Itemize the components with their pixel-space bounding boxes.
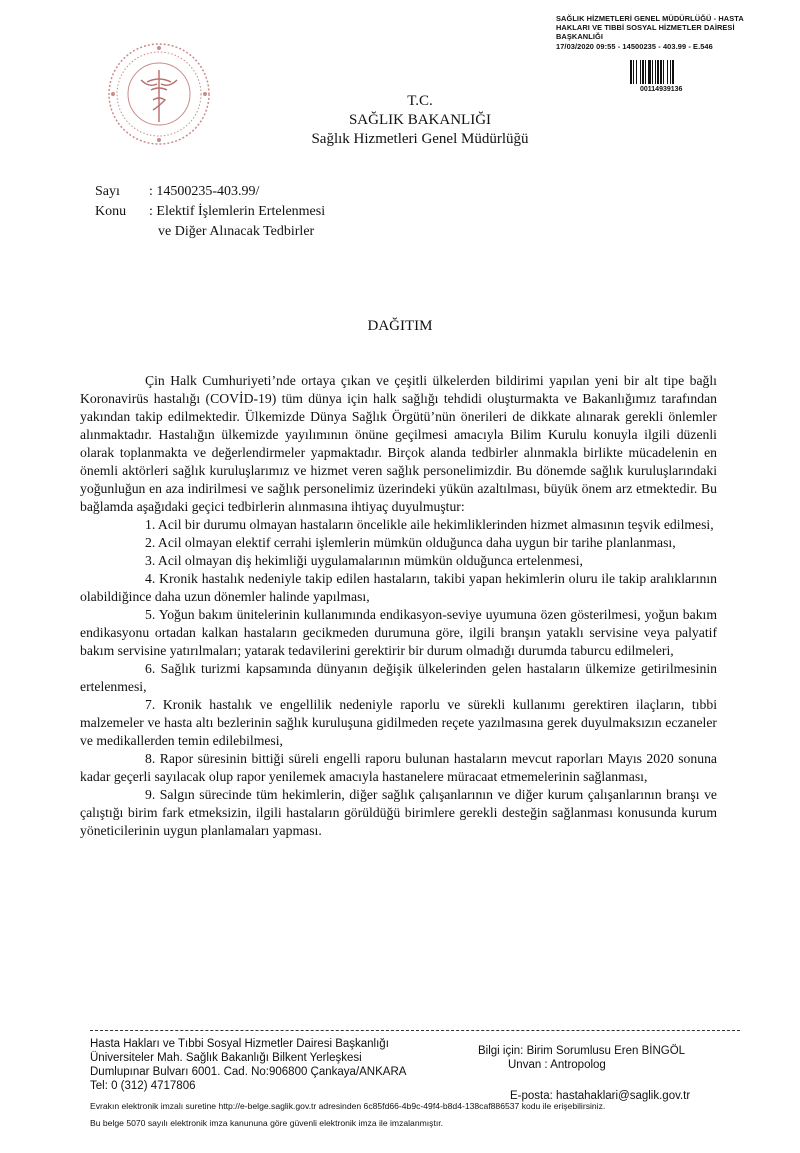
- letterhead-country: T.C.: [407, 93, 433, 109]
- footer-verification-note: Evrakın elektronik imzalı suretine http://e-belge.saglik.gov.tr adresinden 6c85fd66-4b9c-49f4-b8d4-138caf886537 kodu ile erişebilirsiniz.: [90, 1101, 606, 1111]
- barcode-number: 00114939136: [640, 86, 683, 93]
- barcode: [630, 60, 692, 84]
- barcode-bar: [674, 60, 675, 84]
- letterhead-directorate: Sağlık Hizmetleri Genel Müdürlüğü: [311, 131, 529, 147]
- konu-row: [95, 202, 325, 222]
- measure-item: 1. Acil bir durumu olmayan hastaların öncelikle aile hekimliklerinden hizmet almasının teşvik edilmesi,: [145, 517, 714, 532]
- konu-value-continued: ve Diğer Alınacak Tedbirler: [158, 224, 315, 239]
- stamp-line-3: BAŞKANLIĞI: [556, 32, 603, 42]
- footer-phone: Tel: 0 (312) 4717806: [90, 1080, 196, 1092]
- footer-divider: [90, 1030, 740, 1031]
- sayi-value: : 14500235-403.99/: [149, 184, 260, 199]
- footer-address: [90, 1037, 406, 1093]
- sayi-row: [95, 182, 325, 202]
- measure-item: 4. Kronik hastalık nedeniyle takip edilen hastaların, takibi yapan hekimlerin oluru ile takip aralıklarının olabildiğince daha uzun dönemler halinde yapılması,: [80, 571, 717, 604]
- stamp-line-1: SAĞLIK HİZMETLERİ GENEL MÜDÜRLÜĞÜ - HASTA: [556, 14, 744, 23]
- stamp-line-4: 17/03/2020 09:55 - 14500235 - 403.99 - E.546: [556, 41, 713, 51]
- footer-address-line: Dumlupınar Bulvarı 6001. Cad. No:906800 Çankaya/ANKARA: [90, 1066, 407, 1078]
- letter-body: [80, 372, 717, 840]
- sayi-label: Sayı: [95, 184, 120, 199]
- letterhead: [270, 92, 570, 149]
- measure-item: 5. Yoğun bakım ünitelerinin kullanımında endikasyon-seviye uyumuna özen gösterilmesi, yoğun bakım endikasyonu ortadan kalkan hastaların gecikmeden durumuna göre, ilgili branşın yataklı servisine veya palyatif bakım servisine yatırılmaları; yatarak tedavilerini gerektirir bir durum olmadığı durumda taburcu edilmeleri,: [80, 607, 717, 658]
- footer-address-line: Üniversiteler Mah. Sağlık Bakanlığı Bilkent Yerleşkesi: [90, 1052, 362, 1064]
- footer-department: Hasta Hakları ve Tıbbi Sosyal Hizmetler Dairesi Başkanlığı: [90, 1038, 389, 1050]
- measure-item: 6. Sağlık turizmi kapsamında dünyanın değişik ülkelerinden gelen hastaların ülkemize getirilmesinin ertelenmesi,: [80, 661, 717, 694]
- seal-graphic: [105, 40, 213, 148]
- footer-contact: [478, 1044, 685, 1072]
- footer-contact-title: Unvan : Antropolog: [508, 1059, 606, 1071]
- measure-item: 3. Acil olmayan diş hekimliği uygulamalarının mümkün olduğunca ertelenmesi,: [145, 553, 583, 568]
- footer-email[interactable]: E-posta: hastahaklari@saglik.gov.tr: [510, 1090, 691, 1102]
- konu-label: Konu: [95, 204, 127, 219]
- letterhead-ministry: SAĞLIK BAKANLIĞI: [348, 112, 492, 128]
- distribution-title: DAĞITIM: [367, 318, 433, 334]
- registry-stamp: [556, 14, 756, 51]
- measure-item: 8. Rapor süresinin bittiği süreli engelli raporu bulunan hastaların mevcut raporları Mayıs 2020 sonuna kadar geçerli sayılacak olup rapor yenilemek amacıyla hastanelere müracaat etmemelerinin sağlanması,: [80, 751, 717, 784]
- stamp-line-2: HAKLARI VE TIBBİ SOSYAL HİZMETLER DAİRESİ: [556, 23, 735, 33]
- document-meta: [95, 182, 325, 242]
- measure-item: 9. Salgın sürecinde tüm hekimlerin, diğer sağlık çalışanlarının ve diğer kurum çalışanlarının branşı ve çalıştığı birim fark etmeksizin, ilgili hastaların görüldüğü birimlere gerekli desteğin sağlanması konusunda kurum yöneticilerinin uygun planlamaları yapması.: [80, 787, 717, 838]
- footer-contact-person: Bilgi için: Birim Sorumlusu Eren BİNGÖL: [478, 1045, 686, 1057]
- konu-value: : Elektif İşlemlerin Ertelenmesi: [149, 204, 326, 219]
- measure-item: 7. Kronik hastalık ve engellilik nedeniyle raporlu ve sürekli kullanımı gerektiren ilaçların, tıbbi malzemeler ve hasta altı bezlerinin sağlık kuruluşuna gidilmeden reçete yazılmasına gerek duyulmaksızın eczaneler ve medikallerden temin edilebilmesi,: [80, 697, 717, 748]
- measure-item: 2. Acil olmayan elektif cerrahi işlemlerin mümkün olduğunca daha uygun bir tarihe planlanması,: [145, 535, 676, 550]
- footer-signature-note: Bu belge 5070 sayılı elektronik imza kanununa göre güvenli elektronik imza ile imzalanmıştır.: [90, 1118, 444, 1128]
- intro-paragraph: Çin Halk Cumhuriyeti’nde ortaya çıkan ve çeşitli ülkelerden bildirimi yapılan yeni bir alt tipe bağlı Koronavirüs hastalığı (COVİD-19) tüm dünya için halk sağlığı tehdidi oluşturmakta ve Bakanlığımız tarafından yakından takip edilmektedir. Ülkemizde Dünya Sağlık Örgütü’nün önerileri de dikkate alınarak gerekli önlemler alınmaktadır. Hastalığın ülkemizde yayılımının önüne geçilmesi amacıyla Bilim Kurulu konuyla ilgili düzenli olarak toplanmakta ve değerlendirmeler yapmaktadır. Birçok alanda tedbirler alınmakla birlikte mücadelenin en önemli aktörleri sağlık kuruluşlarımız ve hizmet veren sağlık personelimizdir. Bu dönemde sağlık kuruluşlarındaki yoğunluğun en aza indirilmesi ve sağlık personelimiz üzerindeki yükün azaltılması, büyük önem arz etmektedir. Bu bağlamda aşağıdaki geçici tedbirlerin alınmasına ihtiyaç duyulmuştur:: [80, 373, 717, 514]
- ministry-seal-icon: [105, 40, 213, 148]
